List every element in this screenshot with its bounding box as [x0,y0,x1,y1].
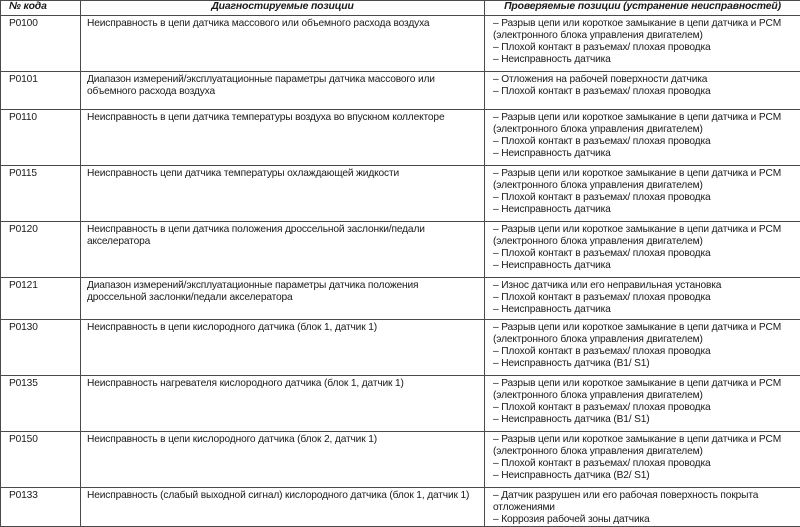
check-item-line: – Неисправность датчика [493,204,794,216]
check-item-line: (электронного блока управления двигателем) [493,446,794,458]
diagnosed-item-cell: Диапазон измерений/эксплуатационные параметры датчика массового или объемного расхода воздуха [81,72,485,110]
code-cell: P0120 [1,222,81,278]
check-item-line: – Плохой контакт в разъемах/ плохая проводка [493,192,794,204]
table-row [1,376,800,432]
check-item-line: – Неисправность датчика [493,260,794,272]
check-item-line: – Плохой контакт в разъемах/ плохая проводка [493,136,794,148]
check-item-line: – Разрыв цепи или короткое замыкание в цепи датчика и PCM [493,112,794,124]
check-item-line: – Плохой контакт в разъемах/ плохая проводка [493,402,794,414]
diagnosed-item-cell: Неисправность (слабый выходной сигнал) кислородного датчика (блок 1, датчик 1) [81,488,485,527]
checked-items-cell [485,320,800,376]
check-item-line: (электронного блока управления двигателем) [493,236,794,248]
header-checked-items: Проверяемые позиции (устранение неисправностей) [485,1,800,16]
check-item-line: – Разрыв цепи или короткое замыкание в цепи датчика и PCM [493,168,794,180]
diagnosed-item-cell: Диапазон измерений/эксплуатационные параметры датчика положения дроссельной заслонки/педали акселератора [81,278,485,320]
check-item-line: – Плохой контакт в разъемах/ плохая проводка [493,42,794,54]
table-row [1,320,800,376]
check-item-line: – Неисправность датчика [493,304,794,316]
code-cell: P0133 [1,488,81,527]
check-item-line: – Разрыв цепи или короткое замыкание в цепи датчика и PCM [493,378,794,390]
check-item-line: – Плохой контакт в разъемах/ плохая проводка [493,458,794,470]
check-item-line: – Неисправность датчика [493,54,794,66]
check-item-line: – Разрыв цепи или короткое замыкание в цепи датчика и PCM [493,434,794,446]
table-row [1,72,800,110]
check-item-line: – Коррозия рабочей зоны датчика [493,514,794,526]
checked-items-cell [485,376,800,432]
table-header-row [1,1,800,16]
diagnosed-item-cell: Неисправность в цепи датчика температуры воздуха во впускном коллекторе [81,110,485,166]
checked-items-cell [485,110,800,166]
checked-items-cell [485,16,800,72]
code-cell: P0101 [1,72,81,110]
header-code: № кода [1,1,81,16]
checked-items-cell [485,166,800,222]
check-item-line: – Плохой контакт в разъемах/ плохая проводка [493,346,794,358]
check-item-line: – Неисправность датчика (B2/ S1) [493,470,794,482]
check-item-line: – Отложения на рабочей поверхности датчика [493,74,794,86]
check-item-line: – Неисправность датчика (B1/ S1) [493,414,794,426]
check-item-line: – Неисправность датчика [493,148,794,160]
check-item-line: – Разрыв цепи или короткое замыкание в цепи датчика и PCM [493,224,794,236]
checked-items-cell [485,72,800,110]
check-item-line: – Плохой контакт в разъемах/ плохая проводка [493,292,794,304]
diagnosed-item-cell: Неисправность в цепи кислородного датчика (блок 2, датчик 1) [81,432,485,488]
diagnosed-item-cell: Неисправность в цепи кислородного датчика (блок 1, датчик 1) [81,320,485,376]
check-item-line: – Износ датчика или его неправильная установка [493,280,794,292]
check-item-line: – Неисправность датчика (B1/ S1) [493,358,794,370]
check-item-line: (электронного блока управления двигателем) [493,334,794,346]
diagnosed-item-cell: Неисправность цепи датчика температуры охлаждающей жидкости [81,166,485,222]
code-cell: P0110 [1,110,81,166]
check-item-line: (электронного блока управления двигателем) [493,390,794,402]
checked-items-cell [485,488,800,527]
code-cell: P0100 [1,16,81,72]
check-item-line: отложениями [493,502,794,514]
table-row [1,16,800,72]
checked-items-cell [485,278,800,320]
checked-items-cell [485,432,800,488]
table-row [1,488,800,527]
header-diagnosed-items: Диагностируемые позиции [81,1,485,16]
check-item-line: – Разрыв цепи или короткое замыкание в цепи датчика и PCM [493,18,794,30]
diagnosed-item-cell: Неисправность нагревателя кислородного датчика (блок 1, датчик 1) [81,376,485,432]
table-body [1,16,800,527]
table-row [1,432,800,488]
table-row [1,166,800,222]
table-row [1,110,800,166]
table-row [1,222,800,278]
code-cell: P0115 [1,166,81,222]
check-item-line: – Плохой контакт в разъемах/ плохая проводка [493,86,794,98]
code-cell: P0121 [1,278,81,320]
diagnosed-item-cell: Неисправность в цепи датчика положения дроссельной заслонки/педали акселератора [81,222,485,278]
diagnosed-item-cell: Неисправность в цепи датчика массового или объемного расхода воздуха [81,16,485,72]
code-cell: P0130 [1,320,81,376]
checked-items-cell [485,222,800,278]
check-item-line: – Датчик разрушен или его рабочая поверхность покрыта [493,490,794,502]
check-item-line: (электронного блока управления двигателем) [493,30,794,42]
code-cell: P0150 [1,432,81,488]
check-item-line: (электронного блока управления двигателем) [493,180,794,192]
check-item-line: – Плохой контакт в разъемах/ плохая проводка [493,248,794,260]
check-item-line: (электронного блока управления двигателем) [493,124,794,136]
code-cell: P0135 [1,376,81,432]
check-item-line: – Разрыв цепи или короткое замыкание в цепи датчика и PCM [493,322,794,334]
table-row [1,278,800,320]
